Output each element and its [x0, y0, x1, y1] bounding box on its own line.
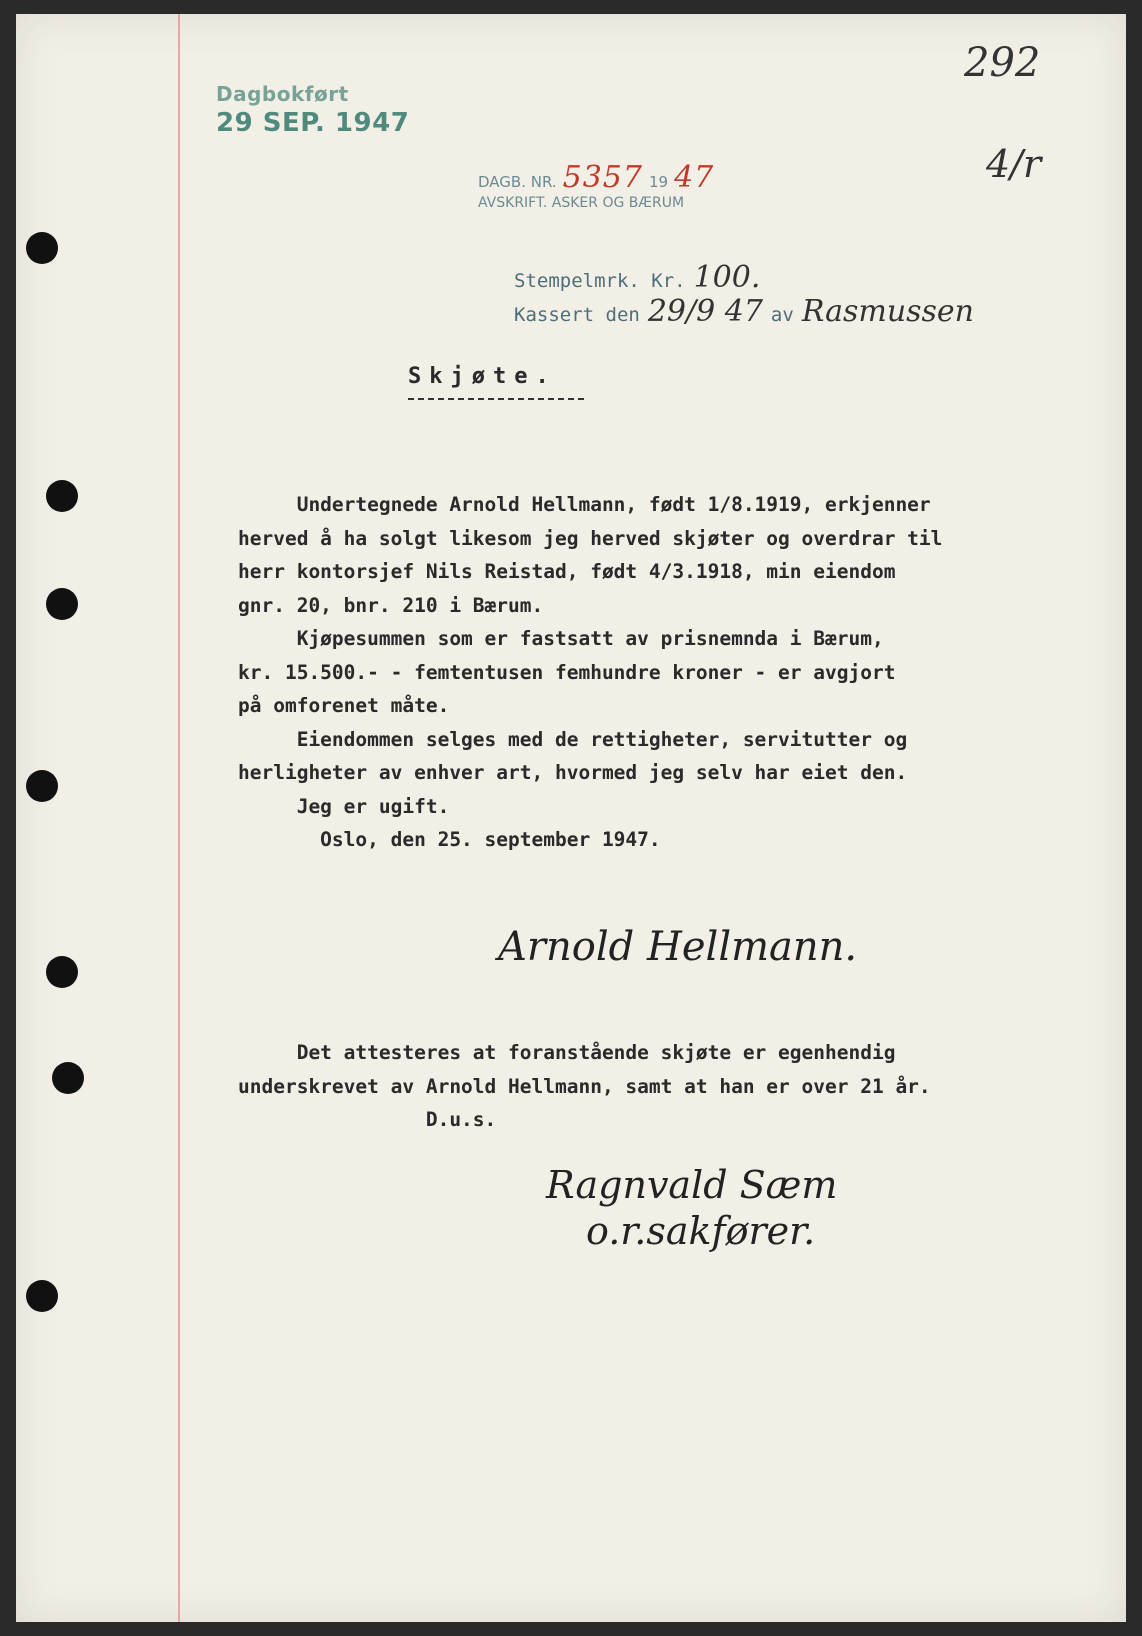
document-title: Skjøte. — [408, 364, 557, 389]
dagbok-year-prefix: 19 — [648, 173, 669, 191]
margin-line — [178, 14, 180, 1622]
stempel-label: Stempelmrk. Kr. — [514, 270, 686, 292]
document-page — [16, 14, 1126, 1622]
kassert-label: Kassert den — [514, 304, 640, 326]
punch-hole — [26, 1280, 58, 1312]
stempel-amount: 100. — [693, 260, 761, 295]
page-number: 292 — [964, 40, 1041, 86]
title-underline — [408, 398, 584, 400]
witness-signature — [546, 1162, 837, 1254]
attestation-line: D.u.s. — [238, 1108, 497, 1131]
body-line: herr kontorsjef Nils Reistad, født 4/3.1918, min eiendom — [238, 560, 896, 583]
deed-body — [238, 488, 1068, 857]
body-line: Eiendommen selges med de rettigheter, servitutter og — [238, 727, 908, 751]
witness-signature-title: o.r.sakfører. — [586, 1209, 816, 1253]
stamp-date: 29 SEP. 1947 — [216, 108, 410, 138]
body-line: på omforenet måte. — [238, 694, 450, 717]
punch-hole — [46, 480, 78, 512]
kassert-name: Rasmussen — [801, 294, 975, 329]
attestation-line: underskrevet av Arnold Hellmann, samt at han er over 21 år. — [238, 1074, 931, 1098]
dagbok-number: 5357 — [562, 160, 643, 195]
punch-hole — [52, 1062, 84, 1094]
body-line: kr. 15.500.- - femtentusen femhundre kroner - er avgjort — [238, 660, 896, 684]
corner-mark: 4/r — [986, 142, 1042, 186]
dagbok-stamp — [478, 160, 714, 211]
received-stamp — [216, 82, 409, 138]
dagbok-year: 47 — [674, 160, 715, 195]
punch-hole — [26, 770, 58, 802]
body-line: herved å ha solgt likesom jeg herved skjøter og overdrar til — [238, 526, 943, 550]
dagbok-office: AVSKRIFT. ASKER OG BÆRUM — [478, 195, 685, 211]
dagbok-label: DAGB. NR. — [478, 173, 557, 191]
seller-signature: Arnold Hellmann. — [498, 924, 858, 970]
body-line: Kjøpesummen som er fastsatt av prisnemnda i Bærum, — [238, 627, 884, 650]
body-line: gnr. 20, bnr. 210 i Bærum. — [238, 593, 544, 617]
body-line: herligheter av enhver art, hvormed jeg selv har eiet den. — [238, 761, 908, 784]
kassert-date: 29/9 47 — [647, 294, 763, 329]
attestation — [238, 1036, 1068, 1137]
stempel-stamp — [514, 260, 974, 328]
punch-hole — [26, 232, 58, 264]
body-line: Oslo, den 25. september 1947. — [238, 828, 661, 851]
attestation-line: Det attesteres at foranstående skjøte er egenhendig — [238, 1041, 896, 1064]
body-line: Jeg er ugift. — [238, 794, 450, 818]
stamp-label: Dagbokført — [216, 82, 349, 106]
body-line: Undertegnede Arnold Hellmann, født 1/8.1919, erkjenner — [238, 493, 931, 516]
punch-hole — [46, 588, 78, 620]
witness-signature-name: Ragnvald Sæm — [546, 1163, 838, 1207]
punch-hole — [46, 956, 78, 988]
kassert-by-label: av — [770, 304, 794, 326]
